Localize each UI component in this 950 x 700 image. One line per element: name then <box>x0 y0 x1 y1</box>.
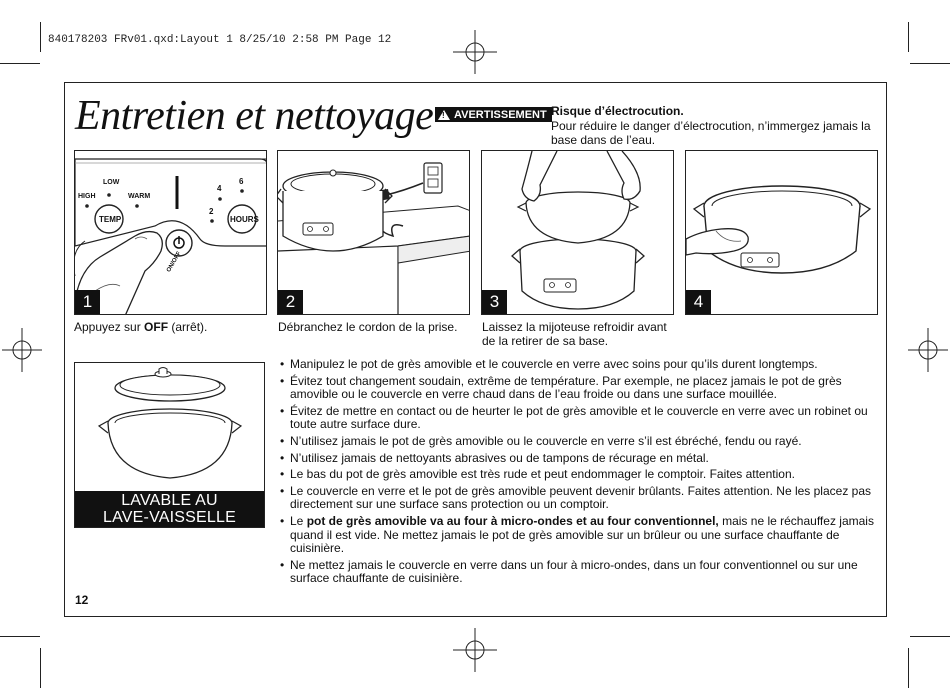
step-number: 1 <box>75 290 100 314</box>
step-3-illustration <box>481 150 674 315</box>
page-number: 12 <box>75 593 89 607</box>
dishwasher-safe-illustration <box>74 362 265 528</box>
step-4-illustration <box>685 150 878 315</box>
list-item: • N’utilisez jamais le pot de grès amovible ou le couvercle en verre s’il est ébréché, fendu ou rayé. <box>280 435 875 449</box>
warning-heading: Risque d’électrocution. <box>551 104 684 118</box>
list-item: • Manipulez le pot de grès amovible et le couvercle en verre avec soins pour qu’ils durent longtemps. <box>280 358 875 372</box>
list-item: • Le pot de grès amovible va au four à micro-ondes et au four conventionnel, mais ne le réchauffez jamais quand il est vide. Ne mettez jamais le pot de grès amovible sur un brûleur ou une surface chauffante de cuisinière. <box>280 515 875 556</box>
step-2-illustration <box>277 150 470 315</box>
step-number: 2 <box>278 290 303 314</box>
warning-badge-label: AVERTISSEMENT <box>454 108 547 121</box>
high-label: HIGH <box>78 193 96 200</box>
step-3-caption: Laissez la mijoteuse refroidir avant de la retirer de sa base. <box>482 320 667 348</box>
temp-button-label: TEMP <box>99 215 122 224</box>
step-number: 3 <box>482 290 507 314</box>
page-title: Entretien et nettoyage <box>75 93 434 139</box>
list-item: • N’utilisez jamais de nettoyants abrasives ou de tampons de récurage en métal. <box>280 452 875 466</box>
warning-triangle-icon: ! <box>438 110 450 120</box>
hours-2-label: 2 <box>209 207 214 216</box>
registration-mark-right <box>908 328 948 372</box>
print-slug: 840178203 FRv01.qxd:Layout 1 8/25/10 2:58 PM Page 12 <box>48 34 392 46</box>
hours-button-label: HOURS <box>230 215 259 224</box>
low-label: LOW <box>103 179 120 186</box>
hours-6-label: 6 <box>239 177 244 186</box>
step-number: 4 <box>686 290 711 314</box>
list-item: • Le bas du pot de grès amovible est très rude et peut endommager le comptoir. Faites attention. <box>280 468 875 482</box>
list-item: • Ne mettez jamais le couvercle en verre dans un four à micro-ondes, dans un four conventionnel ou sur une surface chauffante de cuisinière. <box>280 559 875 586</box>
registration-mark-bottom <box>453 628 497 672</box>
hours-4-label: 4 <box>217 184 222 193</box>
warm-label: WARM <box>128 193 151 200</box>
on-off-label: ON/OFF <box>166 250 183 274</box>
list-item: • Évitez de mettre en contact ou de heurter le pot de grès amovible et le couvercle en verre avec un robinet ou toute autre surface dure. <box>280 405 875 432</box>
step-2-caption: Débranchez le cordon de la prise. <box>278 320 458 334</box>
registration-mark-left <box>2 328 42 372</box>
care-instructions-list <box>280 358 875 589</box>
warning-badge <box>435 107 552 122</box>
warning-body: Pour réduire le danger d’électrocution, n’immergez jamais la base dans de l’eau. <box>551 119 871 147</box>
list-item: • Évitez tout changement soudain, extrême de température. Par exemple, ne placez jamais le pot de grès amovible ou le couvercle en verre chaud dans de l’eau froide ou dans une surface mouillée. <box>280 375 875 402</box>
step-1-illustration <box>74 150 267 315</box>
registration-mark-top <box>453 30 497 74</box>
step-1-caption: Appuyez sur OFF (arrêt). <box>74 320 208 334</box>
off-keyword: OFF <box>144 320 169 334</box>
dishwasher-safe-label: LAVABLE AU LAVE-VAISSELLE <box>75 491 264 527</box>
list-item: • Le couvercle en verre et le pot de grès amovible peuvent devenir brûlants. Faites attention. Ne les placez pas directement sur une surface sans protection ou un comptoir. <box>280 485 875 512</box>
